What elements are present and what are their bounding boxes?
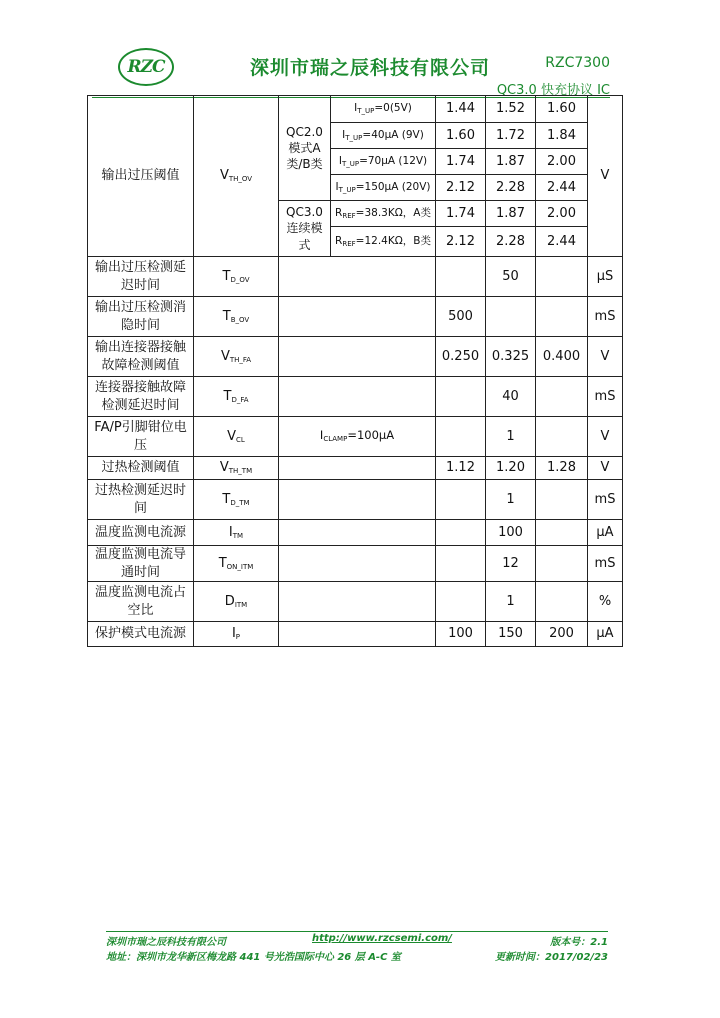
unit-cell: µS xyxy=(588,257,623,297)
unit-cell: mS xyxy=(588,297,623,337)
min-cell xyxy=(436,417,486,457)
symbol-cell xyxy=(194,480,279,520)
symbol-cell xyxy=(194,297,279,337)
table-row xyxy=(88,337,623,377)
symbol-subscript: TH_FA xyxy=(229,355,252,364)
typ-cell: 1 xyxy=(486,582,536,622)
unit-cell: mS xyxy=(588,377,623,417)
mode-cell: QC3.0 连续模式 xyxy=(279,201,331,257)
unit-cell: mS xyxy=(588,480,623,520)
typ-cell: 2.28 xyxy=(486,227,536,257)
typ-cell: 1.87 xyxy=(486,201,536,227)
condition-cell xyxy=(279,337,436,377)
logo-text: RZC xyxy=(127,57,165,77)
typ-cell: 1.52 xyxy=(486,96,536,123)
unit-cell: V xyxy=(588,337,623,377)
unit-cell: % xyxy=(588,582,623,622)
min-cell: 500 xyxy=(436,297,486,337)
spec-table xyxy=(87,95,623,647)
max-cell: 200 xyxy=(536,622,588,647)
condition-subscript: T_UP xyxy=(345,133,363,142)
condition-subscript: T_UP xyxy=(357,107,375,116)
symbol-subscript: D_TM xyxy=(230,498,250,507)
symbol-cell xyxy=(194,622,279,647)
typ-cell: 0.325 xyxy=(486,337,536,377)
symbol-subscript: B_OV xyxy=(230,315,250,324)
param-cell: 输出过压检测延迟时间 xyxy=(88,257,194,297)
symbol-subscript: P xyxy=(235,633,241,642)
header-part-number: RZC7300 xyxy=(545,55,610,71)
unit-cell: µA xyxy=(588,520,623,546)
typ-cell: 40 xyxy=(486,377,536,417)
symbol-main: I xyxy=(231,626,236,642)
symbol-subscript: D_OV xyxy=(230,275,250,284)
condition-cell xyxy=(279,377,436,417)
unit-cell: mS xyxy=(588,546,623,582)
max-cell: 2.00 xyxy=(536,149,588,175)
max-cell: 1.60 xyxy=(536,96,588,123)
max-cell xyxy=(536,417,588,457)
min-cell xyxy=(436,546,486,582)
typ-cell: 150 xyxy=(486,622,536,647)
max-cell: 2.44 xyxy=(536,227,588,257)
footer-address: 地址：深圳市龙华新区梅龙路 441 号光浩国际中心 26 层 A-C 室 xyxy=(106,952,401,963)
table-row xyxy=(88,622,623,647)
condition-rest: =38.3KΩ，A类 xyxy=(355,206,431,219)
param-cell: 温度监测电流占空比 xyxy=(88,582,194,622)
condition-subscript: T_UP xyxy=(338,185,356,194)
symbol-main: T xyxy=(218,555,227,571)
condition-subscript: REF xyxy=(342,211,356,220)
symbol-main: D xyxy=(224,593,235,609)
typ-cell xyxy=(486,297,536,337)
condition-cell xyxy=(331,227,436,257)
condition-cell xyxy=(279,480,436,520)
table-row xyxy=(88,257,623,297)
symbol-subscript: ITM xyxy=(234,600,248,609)
min-cell xyxy=(436,520,486,546)
min-cell xyxy=(436,582,486,622)
symbol-main: V xyxy=(219,168,229,184)
param-cell: 输出过压阈值 xyxy=(88,96,194,257)
max-cell xyxy=(536,546,588,582)
symbol-cell xyxy=(194,337,279,377)
symbol-subscript: D_FA xyxy=(231,395,249,404)
min-cell xyxy=(436,377,486,417)
header-subtitle: QC3.0 快充协议 IC xyxy=(496,83,610,98)
condition-main: I xyxy=(335,180,339,193)
symbol-subscript: TH_TM xyxy=(228,467,253,476)
condition-cell xyxy=(331,149,436,175)
symbol-cell xyxy=(194,546,279,582)
symbol-cell xyxy=(194,457,279,480)
typ-cell: 1.87 xyxy=(486,149,536,175)
symbol-subscript: ON_ITM xyxy=(226,562,254,571)
max-cell xyxy=(536,257,588,297)
table-row xyxy=(88,546,623,582)
condition-main: R xyxy=(335,234,343,247)
min-cell: 1.12 xyxy=(436,457,486,480)
condition-cell xyxy=(279,457,436,480)
min-cell: 2.12 xyxy=(436,227,486,257)
symbol-main: T xyxy=(222,491,231,507)
table-row xyxy=(88,377,623,417)
typ-cell: 1.20 xyxy=(486,457,536,480)
min-cell: 1.44 xyxy=(436,96,486,123)
symbol-main: V xyxy=(227,428,237,444)
condition-cell xyxy=(279,582,436,622)
table-row xyxy=(88,96,623,123)
param-cell: FA/P引脚钳位电压 xyxy=(88,417,194,457)
max-cell: 2.44 xyxy=(536,175,588,201)
min-cell: 0.250 xyxy=(436,337,486,377)
unit-cell: V xyxy=(588,417,623,457)
table-row xyxy=(88,457,623,480)
symbol-main: T xyxy=(222,308,231,324)
max-cell: 1.84 xyxy=(536,123,588,149)
param-cell: 保护模式电流源 xyxy=(88,622,194,647)
condition-cell xyxy=(279,520,436,546)
param-cell: 输出过压检测消隐时间 xyxy=(88,297,194,337)
symbol-main: T xyxy=(222,268,231,284)
max-cell: 0.400 xyxy=(536,337,588,377)
param-cell: 温度监测电流导通时间 xyxy=(88,546,194,582)
min-cell: 1.74 xyxy=(436,149,486,175)
footer-version: 版本号：2.1 xyxy=(550,937,608,948)
condition-cell xyxy=(331,201,436,227)
min-cell: 100 xyxy=(436,622,486,647)
table-row xyxy=(88,480,623,520)
condition-rest: =40µA (9V) xyxy=(362,128,424,141)
condition-cell xyxy=(279,297,436,337)
typ-cell: 50 xyxy=(486,257,536,297)
symbol-cell xyxy=(194,520,279,546)
condition-cell xyxy=(279,546,436,582)
symbol-cell xyxy=(194,582,279,622)
unit-cell: V xyxy=(588,457,623,480)
symbol-subscript: TH_OV xyxy=(228,175,253,184)
condition-cell xyxy=(331,175,436,201)
condition-main: I xyxy=(354,102,358,115)
symbol-cell xyxy=(194,417,279,457)
typ-cell: 1 xyxy=(486,480,536,520)
max-cell xyxy=(536,297,588,337)
symbol-main: V xyxy=(219,460,229,476)
min-cell xyxy=(436,257,486,297)
footer-company: 深圳市瑞之辰科技有限公司 xyxy=(106,937,226,948)
unit-cell: V xyxy=(588,96,623,257)
table-row xyxy=(88,582,623,622)
footer-divider xyxy=(106,931,608,932)
footer-url-link[interactable]: http://www.rzcsemi.com/ xyxy=(312,933,452,944)
param-cell: 温度监测电流源 xyxy=(88,520,194,546)
condition-rest: =0(5V) xyxy=(374,102,412,115)
param-cell: 过热检测阈值 xyxy=(88,457,194,480)
min-cell: 1.74 xyxy=(436,201,486,227)
condition-rest: =12.4KΩ，B类 xyxy=(355,234,431,247)
condition-rest: =150µA (20V) xyxy=(355,180,431,193)
condition-cell xyxy=(279,622,436,647)
max-cell xyxy=(536,480,588,520)
symbol-main: V xyxy=(220,348,230,364)
symbol-main: I xyxy=(228,524,233,540)
condition-subscript: T_UP xyxy=(341,159,360,168)
mode-cell: QC2.0 模式A 类/B类 xyxy=(279,96,331,201)
symbol-subscript: CL xyxy=(236,435,245,444)
condition-cell xyxy=(279,417,436,457)
footer-date: 更新时间：2017/02/23 xyxy=(495,952,608,963)
typ-cell: 2.28 xyxy=(486,175,536,201)
company-logo xyxy=(118,48,174,86)
max-cell xyxy=(536,377,588,417)
typ-cell: 12 xyxy=(486,546,536,582)
min-cell xyxy=(436,480,486,520)
table-row xyxy=(88,417,623,457)
condition-main: I xyxy=(338,154,342,167)
condition-main: I xyxy=(319,428,324,443)
typ-cell: 1 xyxy=(486,417,536,457)
max-cell: 2.00 xyxy=(536,201,588,227)
max-cell xyxy=(536,520,588,546)
condition-main: I xyxy=(342,128,346,141)
min-cell: 2.12 xyxy=(436,175,486,201)
param-cell: 过热检测延迟时间 xyxy=(88,480,194,520)
condition-main: R xyxy=(335,206,343,219)
param-cell: 输出连接器接触故障检测阈值 xyxy=(88,337,194,377)
min-cell: 1.60 xyxy=(436,123,486,149)
condition-rest: =100µA xyxy=(347,428,395,443)
symbol-main: T xyxy=(223,388,232,404)
condition-subscript: CLAMP xyxy=(323,435,348,444)
max-cell: 1.28 xyxy=(536,457,588,480)
condition-cell xyxy=(279,257,436,297)
symbol-cell xyxy=(194,257,279,297)
param-cell: 连接器接触故障检测延迟时间 xyxy=(88,377,194,417)
header-company-name: 深圳市瑞之辰科技有限公司 xyxy=(250,57,491,79)
condition-cell xyxy=(331,96,436,123)
condition-rest: =70µA (12V) xyxy=(359,154,428,167)
table-row xyxy=(88,297,623,337)
symbol-cell xyxy=(194,96,279,257)
typ-cell: 100 xyxy=(486,520,536,546)
condition-subscript: REF xyxy=(342,239,356,248)
symbol-subscript: TM xyxy=(232,531,244,540)
typ-cell: 1.72 xyxy=(486,123,536,149)
unit-cell: µA xyxy=(588,622,623,647)
max-cell xyxy=(536,582,588,622)
condition-cell xyxy=(331,123,436,149)
table-row xyxy=(88,520,623,546)
symbol-cell xyxy=(194,377,279,417)
